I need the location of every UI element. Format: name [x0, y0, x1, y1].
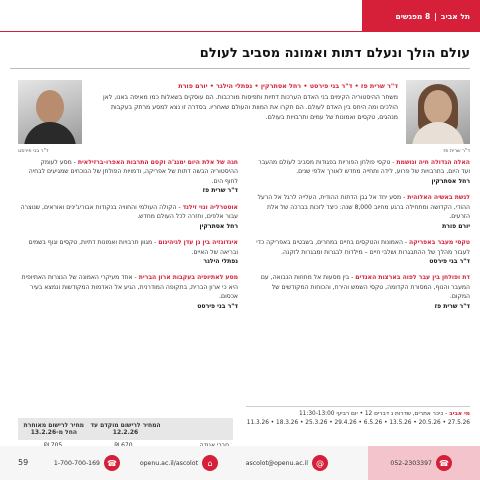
- website-url[interactable]: openu.ac.il/ascolot: [139, 459, 198, 467]
- phone-number[interactable]: 1-700-700-169: [53, 459, 100, 467]
- lesson-lecturer: ד"ר שרית פז: [202, 187, 238, 195]
- meetings-label: 8 מפגשים: [395, 11, 431, 21]
- page-title: עולם הולך ונעלם דתות ואמונה מסביב לעולם: [199, 46, 470, 61]
- lesson-lecturer: ד"ר בני פירסט: [197, 302, 238, 310]
- top-header-bar: [0, 0, 480, 36]
- lesson-lecturer: נפתלי הילגר: [203, 257, 238, 265]
- lesson-text: - מסע לעומק ההיסטוריה הבשה דתות של אפריקה, ודמויות הפולחן של הנוכחים שמגיעים לבחיה לחוף הים.: [28, 159, 238, 185]
- lesson-text: - מסע יחד אל גבן הדתות ההודית, העלייה לרגל אל הרעל ההודי, הקדושה ומתחילה ברגע מחיוב 8,000 שנה: כיצד לזכות בברכה של אלת הזרעים.: [257, 194, 470, 221]
- title-divider: [10, 68, 470, 69]
- lecturers-line: ד"ר שרית פז • ד"ר בני פירסט • רחל אסתרקין • נפתלי הילגר • יורם פורת: [178, 82, 398, 90]
- lecturer-photo-right: [406, 80, 470, 144]
- contact-email[interactable]: [246, 455, 328, 471]
- photo-caption-left: ד"ר בני פירסט: [18, 148, 49, 154]
- web-icon: ⌂: [202, 455, 218, 471]
- lessons-column-right: [250, 158, 470, 318]
- lesson-text: - טקסי פולחן הפוריות בפגודות מסביב לעולם מהעבר ועד היום, בתרבויות של פרוע, לידה ותחייה מחדש לאורך אלפי שנים.: [258, 159, 470, 176]
- lecturer-photo-left: [18, 80, 82, 144]
- schedule-block: [246, 406, 470, 429]
- lesson-item: [250, 238, 470, 266]
- photo-caption-right: ד"ר שרית פז: [443, 148, 470, 154]
- schedule-dates: 27.5.26 • 20.5.26 • 13.5.26 • 6.5.26 • 29.4.26 • 25.3.26 • 18.3.26 • 11.3.26: [246, 420, 470, 427]
- footer-bar: [0, 446, 480, 480]
- lesson-title: לנשת באשיה האלוהית: [407, 194, 470, 202]
- schedule-location-label: מי אביב: [449, 411, 470, 417]
- lesson-lecturer: ד"ר שרית פז: [434, 302, 470, 310]
- lesson-item: [250, 273, 470, 311]
- lesson-title: אינדונזיה בין גן עדן לגיהינום: [158, 239, 238, 247]
- contact-website[interactable]: [140, 455, 218, 471]
- price-header-early: המחיר לרישום מוקדם עד 12.2.26: [90, 421, 161, 436]
- lesson-lecturer: יורם פורת: [442, 222, 470, 230]
- intro-paragraph: משחר ההיסטוריה הקימים בני האדם הערכות דתיות ותפיסות מורכבות. הם עוסקים בשאלות כמו מאיפה באנו, לאן הולכים ומה היחס בין האדם לעולם. הם חקרו את המוות והעולם שאחריו. בסדרה זו נצא למסע מרתק בעקבות מנהגים, טקסים ואמונות של עמים ותרבויות בעולם.: [102, 94, 398, 121]
- lesson-title: דת ופולחן בין עבר לפוה בארצות האנדים: [355, 274, 470, 282]
- lesson-title: מסע לאתיופיה בעקבות ארון הברית: [138, 274, 238, 282]
- lesson-item: [250, 158, 470, 186]
- lesson-text: - האמונות והטקסים בחיים במחרים, בשבטים באפריקה כדי לעבור מהלך של ההתבגרות ושלבי חיים – מילדות לבגרות ומבגרות לזקנה.: [256, 239, 470, 256]
- lesson-title: האלה הגדולה חיה ונושמת: [396, 159, 470, 166]
- lesson-item: [18, 203, 238, 231]
- lesson-item: [250, 193, 470, 231]
- lesson-title: טקסי מעבר באפריקה: [409, 239, 470, 247]
- price-table-header: [18, 418, 233, 440]
- lesson-item: [18, 273, 238, 311]
- schedule-details: - כיכר אתרים, שדרות נ דברים 12 • יום רביעי 11:30-13:00: [298, 411, 448, 417]
- lesson-lecturer: רחל אסתרקין: [199, 222, 238, 230]
- lesson-text: - הקולה העולמי והחוויה בנקודות אבוריג'ינים ואוראים, שנוצרה עבור אלפים, וחזרה לכל העולם מחדש.: [20, 203, 238, 221]
- lesson-title: חגה של אלת היום ימנג'ה וקסם התרבות האפרו-ברזילאית: [77, 159, 238, 166]
- phone-icon: ☎: [436, 455, 452, 471]
- header-separator: |: [434, 11, 437, 21]
- lesson-text: - אחד מעיקרי האמונה של הנצרות האתיופית היא כי ארון הברית, בתקופה המודרנית, הגיע אל האדמות המקודשות ונמצא בעיר אכסום.: [21, 274, 238, 301]
- lesson-title: אוסטרליה ונוי זילנד: [182, 203, 238, 211]
- lesson-text: - מגוון תרבויות ואמונות דתיות, טקסים וגוף בשמים ובריאה של האיים.: [28, 239, 238, 256]
- lesson-item: [18, 158, 238, 196]
- series-badge: [362, 0, 480, 32]
- mobile-number[interactable]: 052-2303397: [390, 459, 432, 467]
- city-label: תל אביב: [440, 11, 470, 21]
- lesson-lecturer: ד"ר בני פירסט: [429, 257, 470, 265]
- header-rule: [0, 31, 362, 32]
- price-header-late: מחיר לרישום מאוחרת החל מ-13.2.26: [23, 421, 85, 436]
- lesson-item: [18, 238, 238, 266]
- lesson-lecturer: רחל אסתרקין: [431, 177, 470, 185]
- lessons-column-left: [18, 158, 238, 318]
- contact-mobile[interactable]: [390, 455, 452, 471]
- contact-phone[interactable]: [54, 455, 120, 471]
- phone-icon: ☎: [104, 455, 120, 471]
- page-number: 59: [18, 458, 29, 467]
- email-icon: @: [312, 455, 328, 471]
- email-address[interactable]: ascolot@openu.ac.il: [245, 459, 308, 467]
- lesson-text: - בין מסעות אל מחוזות הנבואה, עם המעבר והנוף, המסורת הקדומה, טקסי השמש והירח, והכוחות המקודשים של המקום.: [260, 274, 470, 301]
